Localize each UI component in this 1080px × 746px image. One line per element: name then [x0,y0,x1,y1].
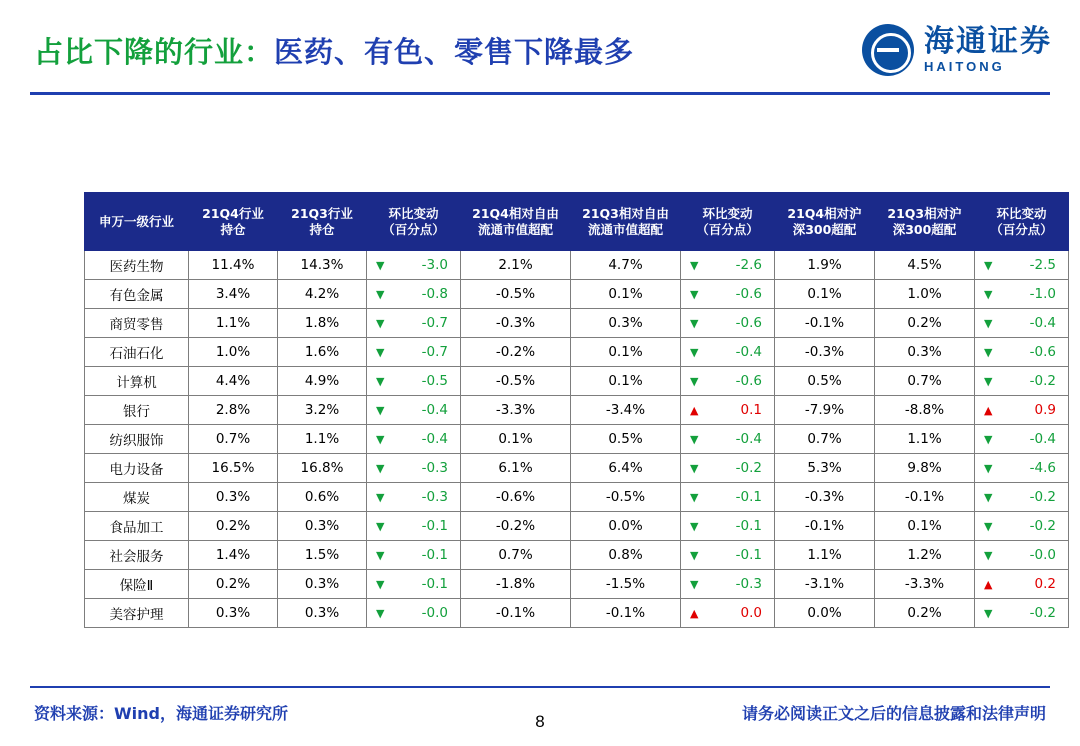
cell-change-hs300 [975,425,1069,454]
cell-change-free-float [681,425,775,454]
delta-value: -0.7 [421,344,448,360]
cell-q3-holding: 1.5% [278,541,367,570]
cell-q4-holding: 0.3% [189,483,278,512]
cell-q4-free-float-over: -3.3% [461,396,571,425]
cell-q3-free-float-over: 0.8% [571,541,681,570]
cell-change-free-float [681,512,775,541]
cell-q4-holding: 0.2% [189,570,278,599]
delta-value: -2.6 [735,257,762,273]
cell-q4-free-float-over: -0.2% [461,512,571,541]
cell-q4-holding: 0.2% [189,512,278,541]
arrow-down-icon: ▼ [690,258,699,272]
delta-value: -3.0 [421,257,448,273]
cell-q3-free-float-over: 0.0% [571,512,681,541]
table-row [85,454,1069,483]
cell-change-holding [367,570,461,599]
delta-value: 0.0 [740,605,762,621]
delta-value: -0.3 [421,489,448,505]
arrow-down-icon: ▼ [376,606,385,620]
cell-q4-hs300-over: -7.9% [775,396,875,425]
delta-value: -0.0 [421,605,448,621]
disclaimer: 请务必阅读正文之后的信息披露和法律声明 [741,704,1046,723]
cell-q4-hs300-over: -0.3% [775,483,875,512]
arrow-down-icon: ▼ [984,345,993,359]
cell-change-holding [367,309,461,338]
logo-name-en: HAITONG [924,58,1005,74]
arrow-down-icon: ▼ [984,374,993,388]
cell-q3-free-float-over: 4.7% [571,251,681,280]
cell-change-free-float [681,396,775,425]
cell-q3-holding: 3.2% [278,396,367,425]
cell-q4-hs300-over: 0.5% [775,367,875,396]
delta-value: -0.1 [421,547,448,563]
cell-q3-hs300-over: -3.3% [875,570,975,599]
cell-q4-hs300-over: 0.7% [775,425,875,454]
company-logo [862,24,1052,76]
cell-change-free-float [681,280,775,309]
cell-change-hs300 [975,251,1069,280]
table-row [85,512,1069,541]
cell-change-holding [367,396,461,425]
delta-value: -0.4 [735,344,762,360]
cell-q4-holding: 4.4% [189,367,278,396]
cell-change-holding [367,512,461,541]
cell-q4-holding: 3.4% [189,280,278,309]
logo-text [924,26,1052,73]
delta-value: -0.2 [1029,489,1056,505]
cell-q3-hs300-over: 9.8% [875,454,975,483]
arrow-down-icon: ▼ [376,403,385,417]
cell-q4-hs300-over: -0.1% [775,512,875,541]
cell-change-hs300 [975,454,1069,483]
arrow-down-icon: ▼ [376,345,385,359]
table-head [85,193,1069,251]
cell-change-free-float [681,570,775,599]
arrow-down-icon: ▼ [984,606,993,620]
cell-q4-holding: 1.4% [189,541,278,570]
logo-name-cn: 海通证券 [924,24,1052,60]
table-row [85,396,1069,425]
cell-q3-hs300-over: 0.7% [875,367,975,396]
cell-q3-holding: 0.3% [278,512,367,541]
arrow-down-icon: ▼ [690,316,699,330]
table-row [85,338,1069,367]
holdings-table-container [84,192,1056,628]
cell-q3-free-float-over: 6.4% [571,454,681,483]
delta-value: -0.4 [421,431,448,447]
haitong-logo-icon [862,24,914,76]
cell-change-free-float [681,454,775,483]
cell-industry-name: 商贸零售 [85,309,189,338]
cell-q3-free-float-over: 0.1% [571,338,681,367]
arrow-down-icon: ▼ [984,287,993,301]
delta-value: -1.0 [1029,286,1056,302]
cell-q3-hs300-over: 0.1% [875,512,975,541]
cell-q4-hs300-over: 1.9% [775,251,875,280]
column-header-change-1: 环比变动 （百分点） [367,193,461,251]
cell-industry-name: 电力设备 [85,454,189,483]
arrow-down-icon: ▼ [690,519,699,533]
cell-q4-free-float-over: -0.5% [461,280,571,309]
arrow-up-icon: ▲ [690,606,699,620]
table-row [85,541,1069,570]
cell-change-holding [367,280,461,309]
cell-q4-holding: 0.7% [189,425,278,454]
delta-value: -0.6 [735,373,762,389]
cell-q4-hs300-over: -0.3% [775,338,875,367]
arrow-down-icon: ▼ [690,374,699,388]
cell-change-holding [367,599,461,628]
cell-q4-hs300-over: 1.1% [775,541,875,570]
arrow-down-icon: ▼ [690,490,699,504]
cell-industry-name: 美容护理 [85,599,189,628]
cell-q4-holding: 2.8% [189,396,278,425]
cell-q4-free-float-over: 2.1% [461,251,571,280]
delta-value: -0.6 [1029,344,1056,360]
table-row [85,483,1069,512]
cell-q3-free-float-over: 0.5% [571,425,681,454]
cell-q3-hs300-over: 1.1% [875,425,975,454]
cell-q3-free-float-over: 0.1% [571,280,681,309]
arrow-down-icon: ▼ [690,577,699,591]
header-divider [30,92,1050,95]
holdings-table [84,192,1069,628]
delta-value: -0.2 [1029,605,1056,621]
cell-change-hs300 [975,338,1069,367]
delta-value: -0.4 [1029,431,1056,447]
cell-q3-hs300-over: 1.2% [875,541,975,570]
arrow-down-icon: ▼ [376,287,385,301]
table-header-row [85,193,1069,251]
table-row [85,599,1069,628]
delta-value: -0.2 [1029,518,1056,534]
cell-q3-hs300-over: 4.5% [875,251,975,280]
cell-change-holding [367,251,461,280]
cell-q3-free-float-over: -3.4% [571,396,681,425]
cell-q3-holding: 0.6% [278,483,367,512]
arrow-down-icon: ▼ [984,461,993,475]
cell-q3-holding: 14.3% [278,251,367,280]
delta-value: -0.4 [421,402,448,418]
column-header-q3-holding: 21Q3行业 持仓 [278,193,367,251]
cell-industry-name: 医药生物 [85,251,189,280]
cell-q3-holding: 4.2% [278,280,367,309]
cell-q3-free-float-over: -0.1% [571,599,681,628]
arrow-down-icon: ▼ [690,287,699,301]
cell-change-hs300 [975,599,1069,628]
arrow-down-icon: ▼ [690,432,699,446]
cell-q4-free-float-over: -0.5% [461,367,571,396]
data-source: 资料来源：Wind，海通证券研究所 [34,704,288,723]
delta-value: -0.1 [421,518,448,534]
page-title [34,30,634,71]
table-row [85,280,1069,309]
delta-value: 0.9 [1034,402,1056,418]
cell-q4-free-float-over: -1.8% [461,570,571,599]
cell-q3-holding: 1.1% [278,425,367,454]
delta-value: -0.6 [735,315,762,331]
delta-value: -0.7 [421,315,448,331]
cell-industry-name: 煤炭 [85,483,189,512]
delta-value: -0.3 [735,576,762,592]
column-header-q3-free-float-over: 21Q3相对自由 流通市值超配 [571,193,681,251]
cell-change-free-float [681,251,775,280]
arrow-down-icon: ▼ [984,548,993,562]
arrow-down-icon: ▼ [376,316,385,330]
cell-change-hs300 [975,367,1069,396]
arrow-down-icon: ▼ [984,432,993,446]
cell-change-free-float [681,483,775,512]
arrow-down-icon: ▼ [376,548,385,562]
cell-q3-holding: 1.6% [278,338,367,367]
cell-q4-holding: 0.3% [189,599,278,628]
cell-change-holding [367,483,461,512]
cell-q3-hs300-over: -8.8% [875,396,975,425]
table-row [85,570,1069,599]
cell-industry-name: 社会服务 [85,541,189,570]
delta-value: -0.8 [421,286,448,302]
cell-change-holding [367,338,461,367]
arrow-down-icon: ▼ [984,316,993,330]
cell-q3-holding: 0.3% [278,570,367,599]
cell-industry-name: 石油石化 [85,338,189,367]
cell-q4-free-float-over: -0.1% [461,599,571,628]
cell-q4-holding: 11.4% [189,251,278,280]
cell-q3-hs300-over: 0.3% [875,338,975,367]
arrow-down-icon: ▼ [376,374,385,388]
cell-change-free-float [681,309,775,338]
arrow-up-icon: ▲ [690,403,699,417]
arrow-down-icon: ▼ [690,548,699,562]
delta-value: -0.1 [735,518,762,534]
cell-q3-holding: 16.8% [278,454,367,483]
cell-q3-free-float-over: -0.5% [571,483,681,512]
cell-change-free-float [681,338,775,367]
cell-q3-hs300-over: 0.2% [875,309,975,338]
table-row [85,251,1069,280]
column-header-q4-holding: 21Q4行业 持仓 [189,193,278,251]
table-row [85,367,1069,396]
delta-value: -0.5 [421,373,448,389]
delta-value: -0.3 [421,460,448,476]
cell-change-hs300 [975,309,1069,338]
delta-value: -0.1 [421,576,448,592]
cell-q3-free-float-over: 0.1% [571,367,681,396]
arrow-down-icon: ▼ [984,490,993,504]
arrow-down-icon: ▼ [690,345,699,359]
column-header-change-2: 环比变动 （百分点） [681,193,775,251]
delta-value: -4.6 [1029,460,1056,476]
slide-header [0,0,1080,96]
cell-change-hs300 [975,280,1069,309]
cell-q4-hs300-over: -0.1% [775,309,875,338]
table-row [85,425,1069,454]
arrow-down-icon: ▼ [376,258,385,272]
column-header-change-3: 环比变动 （百分点） [975,193,1069,251]
cell-q3-hs300-over: 1.0% [875,280,975,309]
cell-q3-free-float-over: 0.3% [571,309,681,338]
cell-change-holding [367,454,461,483]
cell-industry-name: 计算机 [85,367,189,396]
cell-change-holding [367,541,461,570]
table-body [85,251,1069,628]
page-title-prefix: 占比下降的行业： [34,35,275,69]
page-title-main: 医药、有色、零售下降最多 [274,35,635,69]
delta-value: 0.2 [1034,576,1056,592]
cell-change-free-float [681,541,775,570]
cell-q3-free-float-over: -1.5% [571,570,681,599]
arrow-down-icon: ▼ [984,258,993,272]
cell-q3-holding: 4.9% [278,367,367,396]
cell-change-holding [367,425,461,454]
cell-q3-holding: 0.3% [278,599,367,628]
delta-value: -0.4 [735,431,762,447]
arrow-down-icon: ▼ [376,490,385,504]
delta-value: -2.5 [1029,257,1056,273]
cell-q4-hs300-over: 5.3% [775,454,875,483]
cell-change-free-float [681,599,775,628]
delta-value: -0.2 [1029,373,1056,389]
cell-industry-name: 银行 [85,396,189,425]
cell-q3-hs300-over: 0.2% [875,599,975,628]
column-header-industry: 申万一级行业 [85,193,189,251]
arrow-down-icon: ▼ [984,519,993,533]
cell-q4-holding: 1.0% [189,338,278,367]
cell-q4-free-float-over: 6.1% [461,454,571,483]
cell-q4-hs300-over: 0.1% [775,280,875,309]
cell-industry-name: 食品加工 [85,512,189,541]
footer-divider [30,686,1050,688]
cell-change-hs300 [975,570,1069,599]
cell-q4-hs300-over: -3.1% [775,570,875,599]
arrow-up-icon: ▲ [984,577,993,591]
cell-q3-holding: 1.8% [278,309,367,338]
cell-q4-free-float-over: -0.6% [461,483,571,512]
cell-change-hs300 [975,396,1069,425]
cell-industry-name: 纺织服饰 [85,425,189,454]
cell-change-holding [367,367,461,396]
cell-q4-holding: 1.1% [189,309,278,338]
column-header-q3-hs300-over: 21Q3相对沪 深300超配 [875,193,975,251]
delta-value: -0.1 [735,489,762,505]
cell-change-free-float [681,367,775,396]
column-header-q4-free-float-over: 21Q4相对自由 流通市值超配 [461,193,571,251]
cell-change-hs300 [975,541,1069,570]
arrow-down-icon: ▼ [376,577,385,591]
delta-value: -0.0 [1029,547,1056,563]
cell-q4-free-float-over: -0.2% [461,338,571,367]
arrow-down-icon: ▼ [376,519,385,533]
arrow-down-icon: ▼ [376,432,385,446]
cell-change-hs300 [975,483,1069,512]
cell-industry-name: 有色金属 [85,280,189,309]
delta-value: -0.4 [1029,315,1056,331]
delta-value: -0.1 [735,547,762,563]
page-number: 8 [535,712,545,731]
cell-q4-free-float-over: -0.3% [461,309,571,338]
cell-q4-hs300-over: 0.0% [775,599,875,628]
cell-change-hs300 [975,512,1069,541]
table-row [85,309,1069,338]
arrow-down-icon: ▼ [376,461,385,475]
cell-q4-free-float-over: 0.1% [461,425,571,454]
delta-value: -0.2 [735,460,762,476]
delta-value: -0.6 [735,286,762,302]
column-header-q4-hs300-over: 21Q4相对沪 深300超配 [775,193,875,251]
cell-industry-name: 保险Ⅱ [85,570,189,599]
arrow-up-icon: ▲ [984,403,993,417]
cell-q3-hs300-over: -0.1% [875,483,975,512]
delta-value: 0.1 [740,402,762,418]
arrow-down-icon: ▼ [690,461,699,475]
cell-q4-holding: 16.5% [189,454,278,483]
cell-q4-free-float-over: 0.7% [461,541,571,570]
